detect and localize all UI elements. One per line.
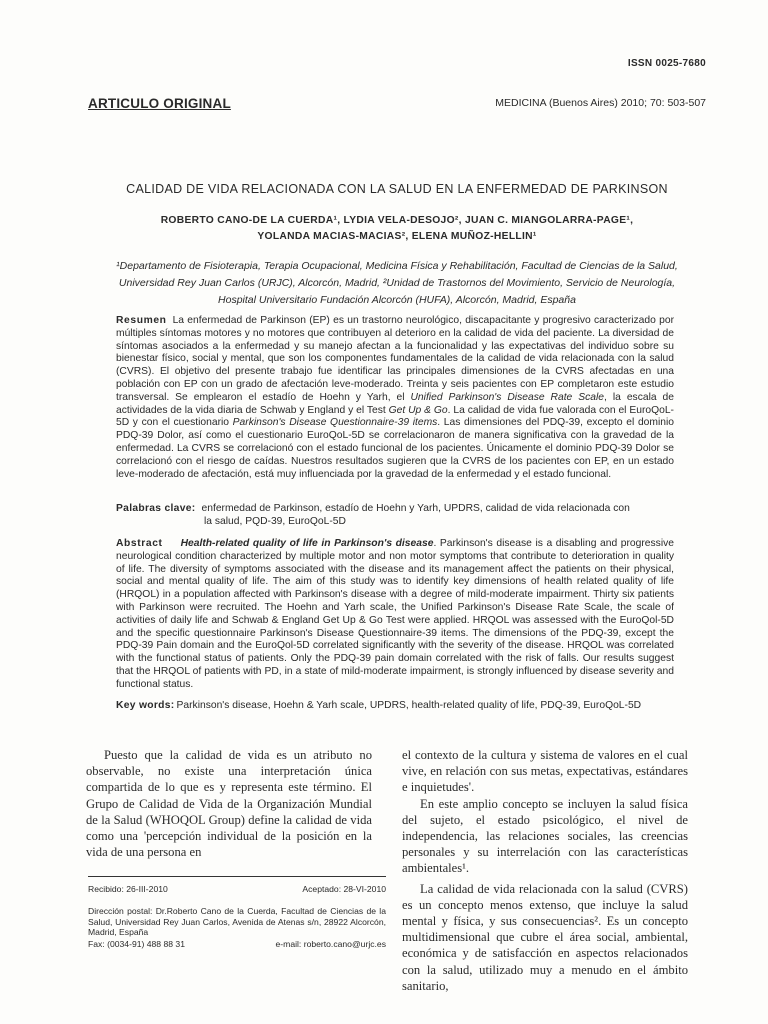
- body-right-column: [402, 747, 688, 994]
- resumen-paragraph: Resumen La enfermedad de Parkinson (EP) es un trastorno neurológico, discapacitante y progresivo caracterizado por múltiples síntomas motores y no motores que contribuyen al deterioro en la calidad de vida del paciente. La diversidad de síntomas asociados a la enfermedad y su manejo afectan a la funcionalidad y las expectativas del individuo sobre su bienestar físico, social y mental, que son los componentes fundamentales de la calidad de vida relacionada con la salud (CVRS). El objetivo del presente trabajo fue identificar las principales dimensiones de la CVRS afectadas en una población con EP con un grado de afectación leve-moderado. Treinta y seis pacientes con EP completaron este estudio transversal. Se emplearon el estadío de Hoehn y Yarh, el Unified Parkinson's Disease Rate Scale, la escala de actividades de la vida diaria de Schwab y England y el Test Get Up & Go. La calidad de vida fue valorada con el EuroQoL-5D y con el cuestionario Parkinson's Disease Questionnaire-39 items. Las dimensiones del PDQ-39, excepto el dominio PDQ-39 Dolor, así como el cuestionario EuroQoL-5D se correlacionaron de manera significativa con la gravedad de la enfermedad. La CVRS se correlacionó con el estado funcional de los pacientes. Únicamente el dominio PDQ-39 Dolor se correlacionó con el riesgo de caídas. Nuestros resultados sugieren que la CVRS de los pacientes con EP, en un estado leve-moderado de afectación, está muy influenciada por la gravedad de la enfermedad y el estado funcional.: [116, 315, 674, 480]
- abstract-title: Health-related quality of life in Parkinson's disease: [180, 538, 434, 549]
- body-left-column: [86, 747, 372, 860]
- affiliation-line: Hospital Universitario Fundación Alcorcón (HUFA), Alcorcón, Madrid, España: [218, 294, 576, 306]
- author-line: YOLANDA MACIAS-MACIAS², ELENA MUÑOZ-HELLIN¹: [257, 231, 537, 242]
- body-paragraph: el contexto de la cultura y sistema de valores en el cual vive, en relación con sus metas, expectativas, estándares e inquietudes'.: [402, 748, 688, 795]
- accepted-date: Aceptado: 28-VI-2010: [302, 884, 386, 894]
- palabras-clave: Palabras clave: enfermedad de Parkinson, estadío de Hoehn y Yarh, UPDRS, calidad de vida relacionada con la salud, PQD-39, EuroQoL-5D: [116, 503, 630, 527]
- article-title: CALIDAD DE VIDA RELACIONADA CON LA SALUD EN LA ENFERMEDAD DE PARKINSON: [126, 182, 668, 196]
- resumen-label: Resumen: [116, 315, 167, 326]
- issn-number: ISSN 0025-7680: [627, 58, 706, 69]
- body-paragraph: Puesto que la calidad de vida es un atributo no observable, no existe una interpretación única compartida de lo que es y representa este término. El Grupo de Calidad de Vida de la Organización Mundial de la Salud (WHOQOL Group) define la calidad de vida como una 'percepción individual de la posición en la vida de una persona en: [86, 748, 372, 860]
- body-paragraph: La calidad de vida relacionada con la salud (CVRS) es un concepto menos extenso, que incluye la salud mental y física, y sus consecuencias². Es un concepto multidimensional que cubre el área social, ambiental, económica y de satisfacción en aspectos relacionados con la salud, utilizado muy a menudo en el ámbito sanitario,: [402, 881, 688, 993]
- section-heading: ARTICULO ORIGINAL: [88, 96, 231, 111]
- author-line: ROBERTO CANO-DE LA CUERDA¹, LYDIA VELA-DESOJO², JUAN C. MIANGOLARRA-PAGE¹,: [160, 215, 634, 226]
- keywords-label: Key words:: [116, 700, 175, 711]
- author-list: [88, 213, 706, 245]
- affiliation-line: Universidad Rey Juan Carlos (URJC), Alcorcón, Madrid, ²Unidad de Trastornos del Movimiento, Servicio de Neurología,: [118, 277, 676, 289]
- fax-number: Fax: (0034-91) 488 88 31: [88, 939, 185, 949]
- contact-line: [88, 939, 386, 950]
- footnote-divider: [88, 876, 386, 877]
- received-date: Recibido: 26-III-2010: [88, 884, 168, 894]
- body-paragraph: En este amplio concepto se incluyen la salud física del sujeto, el estado psicológico, el nivel de independencia, las relaciones sociales, las creencias personales y su interrelación con las características ambientales¹.: [402, 796, 688, 876]
- abstract-paragraph: Abstract Health-related quality of life in Parkinson's disease. Parkinson's disease is a disabling and progressive neurological condition characterized by multiple motor and non motor symptoms that contribute to deterioration in quality of life. The diversity of symptoms associated with the disease and its management affect the patients on their physical, social and mental quality of life. The aim of this study was to identify key dimensions of health related quality of life (HRQOL) in a population affected with Parkinson's disease with a degree of mild-moderate impairment. Thirty six patients with Parkinson were recruited. The Hoehn and Yarh scale, the Unified Parkinson's Disease Rate Scale, the scale of activities of daily life and Schwab & England Get Up & Go Test were applied. HRQOL was assessed with the EuroQol-5D and the specific questionnaire Parkinson's Disease Questionnaire-39 items. The dimensions of the PDQ-39, except the PDQ-39 Pain domain and the EuroQol-5D correlated significantly with the severity of the disease. HRQOL was correlated with the functional status of patients. Only the PDQ-39 pain domain correlated with the risk of falls. Our results suggest that the HRQOL of patients with PD, in a state of mild-moderate impairment, is strongly influenced by disease severity and functional status.: [116, 538, 674, 690]
- abstract-label: Abstract: [116, 538, 163, 549]
- affiliation-line: ¹Departamento de Fisioterapia, Terapia Ocupacional, Medicina Física y Rehabilitación, Facultad de Ciencias de la Salud,: [116, 260, 678, 272]
- correspondence-address: Dirección postal: Dr.Roberto Cano de la Cuerda, Facultad de Ciencias de la Salud, Universidad Rey Juan Carlos, Avenida de Atenas s/n, 28922 Alcorcón, Madrid, España: [88, 906, 386, 937]
- email-address[interactable]: e-mail: roberto.cano@urjc.es: [275, 939, 386, 949]
- key-words: Key words: Parkinson's disease, Hoehn & Yarh scale, UPDRS, health-related quality of life, PDQ-39, EuroQoL-5D: [116, 700, 642, 711]
- received-accepted: [88, 884, 386, 895]
- affiliations: [88, 258, 706, 309]
- palabras-label: Palabras clave:: [116, 503, 196, 514]
- journal-citation: MEDICINA (Buenos Aires) 2010; 70: 503-507: [495, 97, 706, 109]
